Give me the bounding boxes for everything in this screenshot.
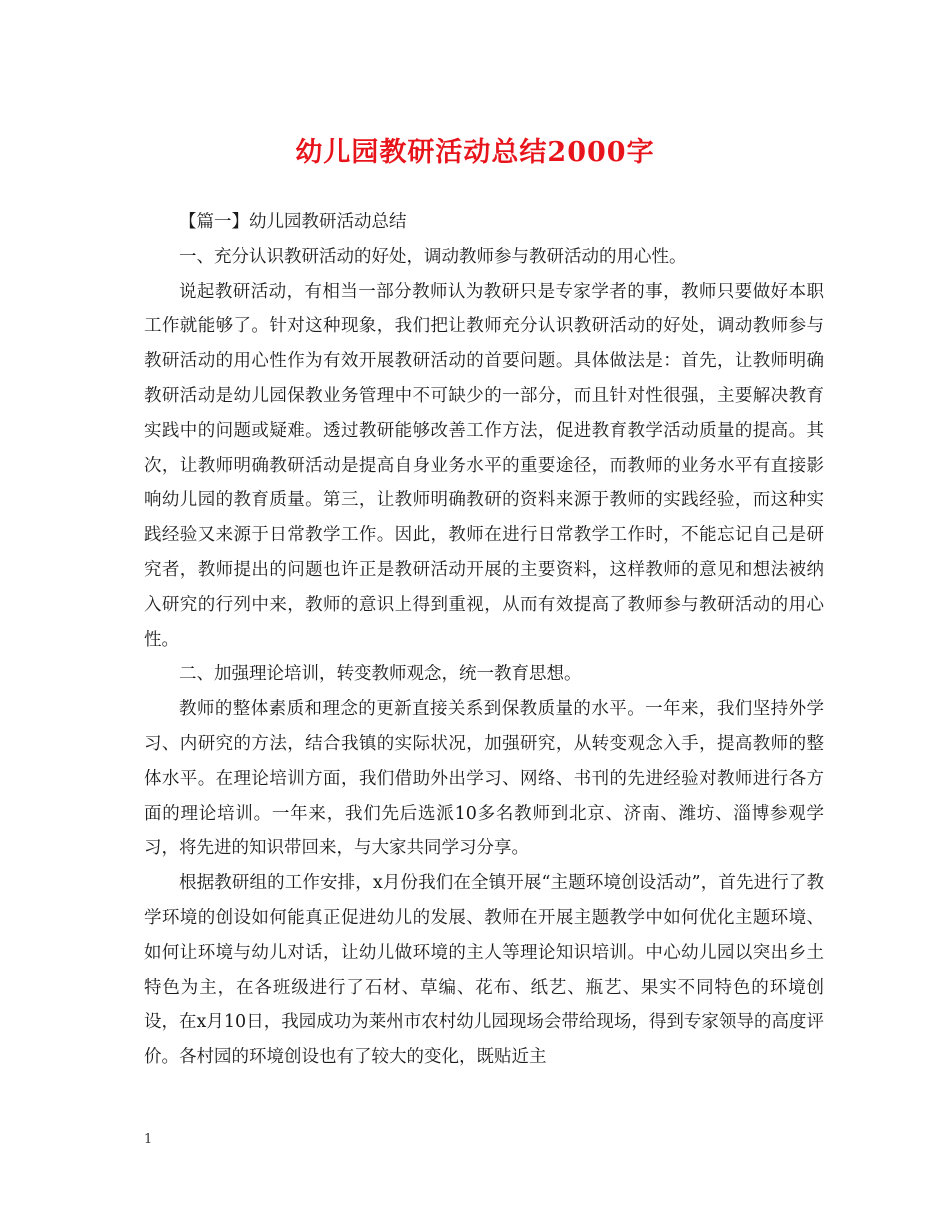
section-heading-one: 一、充分认识教研活动的好处，调动教师参与教研活动的用心性。 (179, 246, 687, 267)
page-number: 1 (144, 1132, 153, 1147)
body-paragraph: 根据教研组的工作安排，x月份我们在全镇开展“主题环境创设活动”，首先进行了教学环境的创设如何能真正促进幼儿的发展、教师在开展主题教学中如何优化主题环境、如何让环境与幼儿对话，让幼儿做环境的主人等理论知识培训。中心幼儿园以突出乡土特色为主，在各班级进行了石材、草编、花布、纸艺、瓶艺、果实不同特色的环境创设，在x月10日，我园成功为莱州市农村幼儿园现场会带给现场，得到专家领导的高度评价。各村园的环境创设也有了较大的变化，既贴近主 (144, 873, 824, 1068)
body-paragraph: 教师的整体素质和理念的更新直接关系到保教质量的水平。一年来，我们坚持外学习、内研究的方法，结合我镇的实际状况，加强研究，从转变观念入手，提高教师的整体水平。在理论培训方面，我们借助外出学习、网络、书刊的先进经验对教师进行各方面的理论培训。一年来，我们先后选派10多名教师到北京、济南、潍坊、淄博参观学习，将先进的知识带回来，与大家共同学习分享。 (144, 699, 824, 859)
body-paragraph: 说起教研活动，有相当一部分教师认为教研只是专家学者的事，教师只要做好本职工作就能够了。针对这种现象，我们把让教师充分认识教研活动的好处，调动教师参与教研活动的用心性作为有效开展教研活动的首要问题。具体做法是：首先，让教师明确教研活动是幼儿园保教业务管理中不可缺少的一部分，而且针对性很强，主要解决教育实践中的问题或疑难。透过教研能够改善工作方法，促进教育教学活动质量的提高。其次，让教师明确教研活动是提高自身业务水平的重要途径，而教师的业务水平有直接影响幼儿园的教育质量。第三，让教师明确教研的资料来源于教师的实践经验，而这种实践经验又来源于日常教学工作。因此，教师在进行日常教学工作时，不能忘记自己是研究者，教师提出的问题也许正是教研活动开展的主要资料，这样教师的意见和想法被纳入研究的行列中来，教师的意识上得到重视，从而有效提高了教师参与教研活动的用心性。 (144, 281, 824, 650)
section-heading-two: 二、加强理论培训，转变教师观念，统一教育思想。 (179, 664, 582, 685)
document-body (144, 205, 824, 1075)
section-heading-part-one: 【篇一】幼儿园教研活动总结 (179, 212, 407, 232)
document-title: 幼儿园教研活动总结2000字 (295, 137, 655, 168)
